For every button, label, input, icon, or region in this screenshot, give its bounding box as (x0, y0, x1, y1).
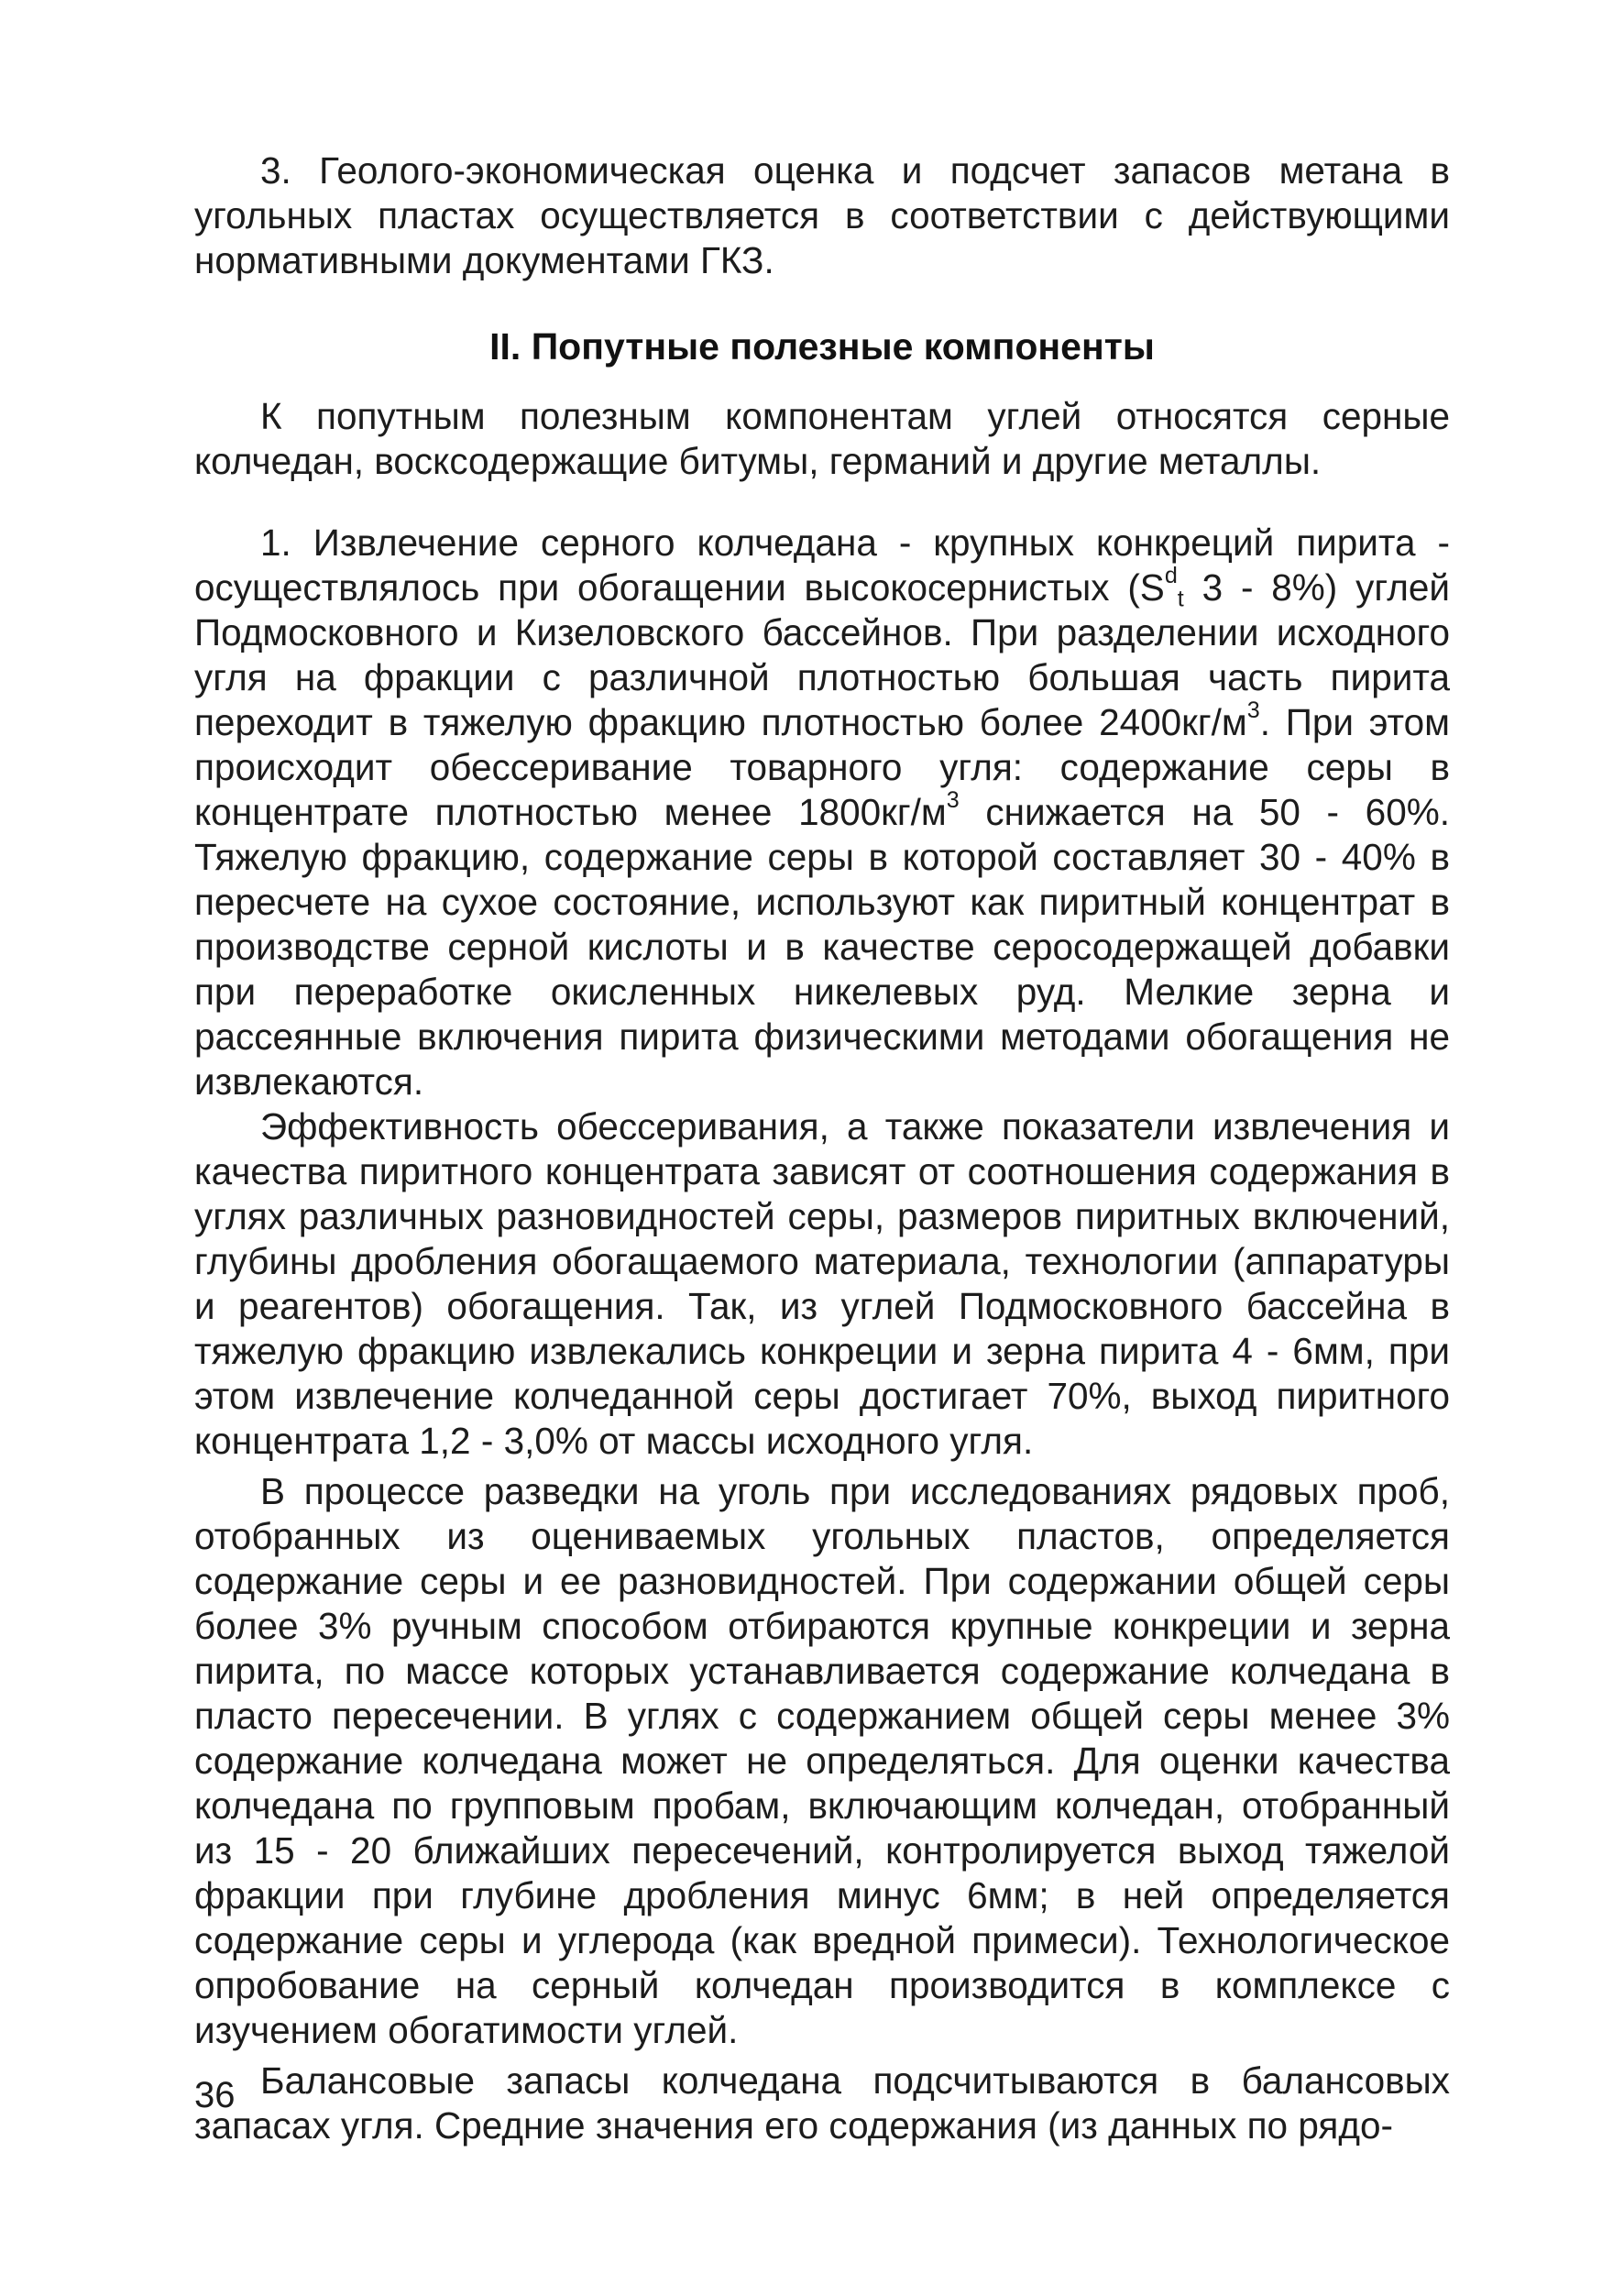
item-1-paragraph (194, 521, 1450, 1104)
paragraph-exploration: В процессе разведки на уголь при исследованиях рядовых проб, отобранных из оцениваемых угольных пластов, определяется содержание серы и ее разновидностей. При содержании общей серы более 3% ручным способом отбираются крупные конкреции и зерна пирита, по массе которых устанавливается содержание колчедана в пласто пересечении. В углях с содержанием общей серы менее 3% содержание колчедана может не определяться. Для оценки качества колчедана по групповым пробам, включающим колчедан, отобранный из 15 - 20 ближайших пересечений, контролируется выход тяжелой фракции при глубине дробления минус 6мм; в ней определяется содержание серы и углерода (как вредной примеси). Технологическое опробование на серный колчедан производится в комплексе с изучением обогатимости углей. (194, 1470, 1450, 2051)
section-title: II. Попутные полезные компоненты (489, 325, 1155, 368)
page-number: 36 (194, 2075, 236, 2115)
section-lead-paragraph: К попутным полезным компонентам углей относятся серные колчедан, восксодержащие битумы, германий и другие металлы. (194, 395, 1450, 482)
intro-block (194, 148, 1450, 283)
cubic-superscript-1: 3 (1246, 697, 1260, 724)
cubic-superscript-2: 3 (946, 787, 960, 814)
paragraph-gap (194, 484, 1450, 521)
item-1-text-part1: 1. Извлечение серного колчедана - крупных конкреций пирита - осуществлялось при обогащении высокосернистых (S (194, 522, 1450, 609)
sulfur-subscript: t (1177, 586, 1184, 612)
item-1-text-part3: . При этом происходит обессеривание товарного угля: содержание серы в концентрате плотностью менее 1800кг/м (194, 701, 1450, 833)
paragraph-efficiency: Эффективность обессеривания, а также показатели извлечения и качества пиритного концентрата зависят от соотношения содержания в углях различных разновидностей серы, размеров пиритных включений, глубины дробления обогащаемого материала, технологии (аппаратуры и реагентов) обогащения. Так, из углей Подмосковного бассейна в тяжелую фракцию извлекались конкреции и зерна пирита 4 - 6мм, при этом извлечение колчеданной серы достигает 70%, выход пиритного концентрата 1,2 - 3,0% от массы исходного угля. (194, 1105, 1450, 1462)
item-1-text-part4: снижается на 50 - 60%. Тяжелую фракцию, содержание серы в которой составляет 30 - 40% в пересчете на сухое состояние, используют как пиритный концентрат в производстве серной кислоты и в качестве серосодержащей добавки при переработке окисленных никелевых руд. Мелкие зерна и рассеянные включения пирита физическими методами обогащения не извлекаются. (194, 791, 1450, 1103)
main-text-block (194, 394, 1450, 2148)
intro-paragraph: 3. Геолого-экономическая оценка и подсчет запасов метана в угольных пластах осуществляется в соответствии с действующими нормативными документами ГКЗ. (194, 149, 1450, 281)
sulfur-superscript: d (1164, 563, 1178, 589)
item-1-text-part2: 3 - 8%) углей Подмосковного и Кизеловского бассейнов. При разделении исходного угля на фракции с различной плотностью большая часть пирита переходит в тяжелую фракцию плотностью более 2400кг/м (194, 566, 1450, 743)
paragraph-balance-reserves: Балансовые запасы колчедана подсчитываются в балансовых запасах угля. Средние значения его содержания (из данных по рядо- (194, 2059, 1450, 2147)
